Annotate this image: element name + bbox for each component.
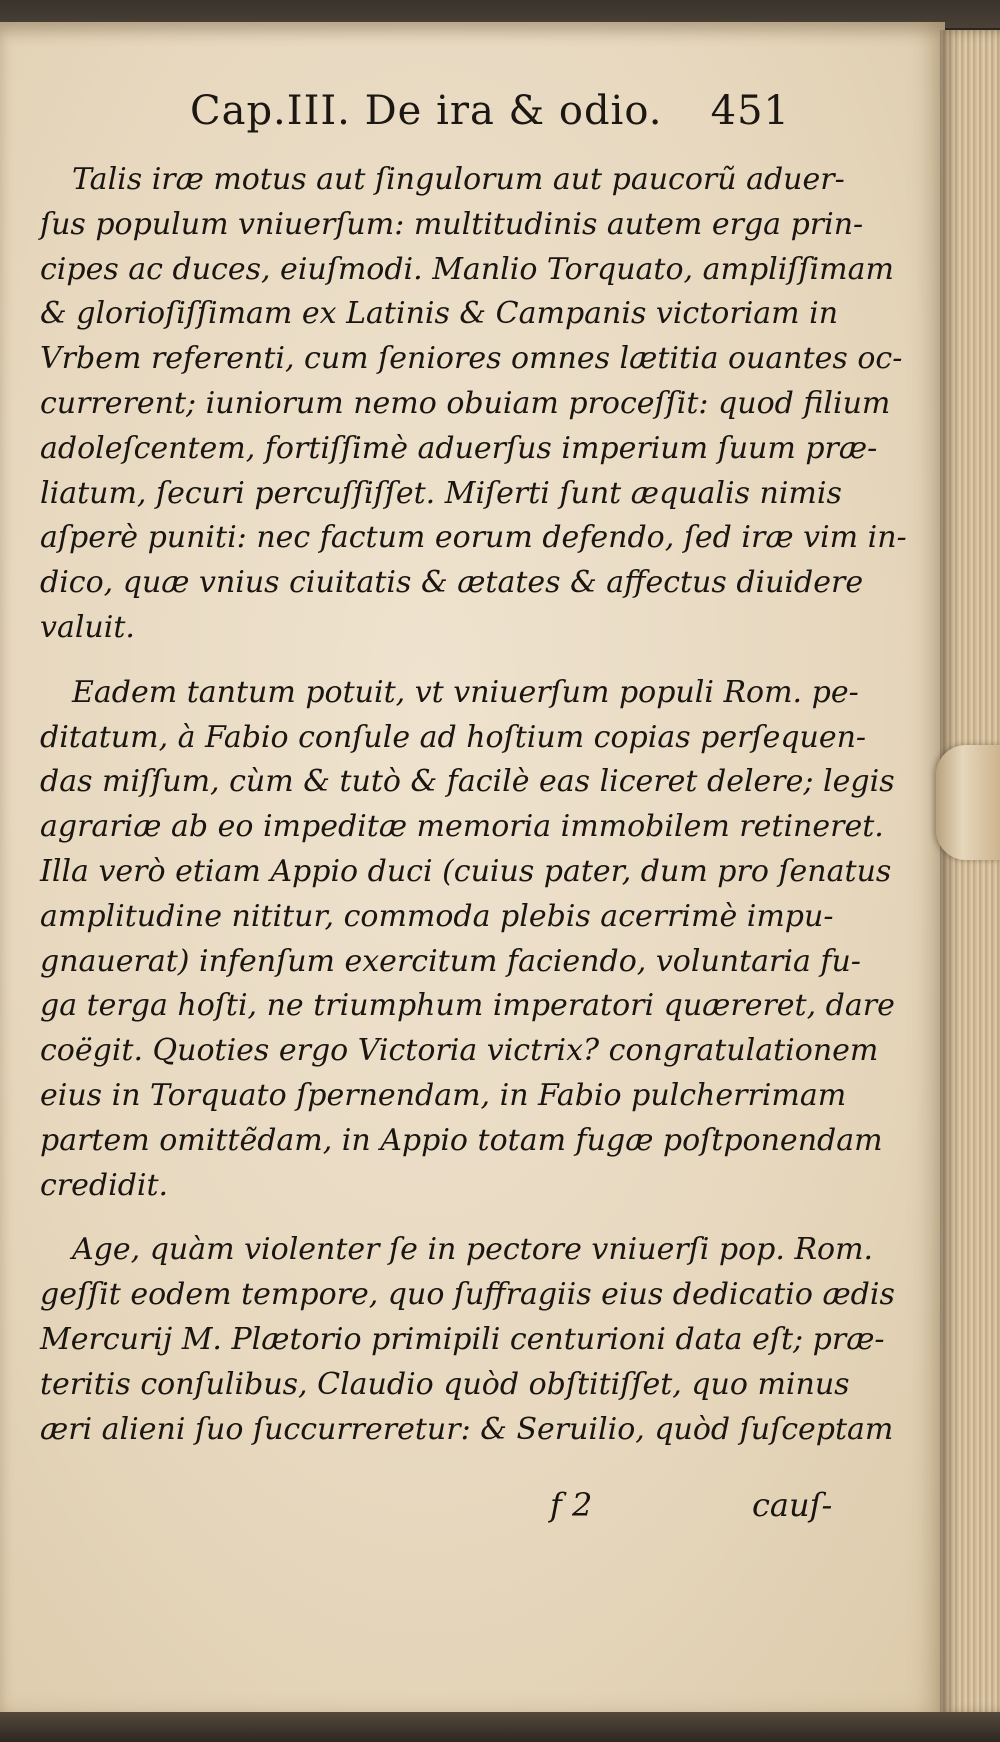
- text-line: aſperè puniti: nec factum eorum defendo, ſed iræ vim in-: [40, 520, 907, 556]
- text-line: æri alieni ſuo ſuccurreretur: & Seruilio, quòd ſuſceptam: [40, 1411, 894, 1447]
- text-line: partem omittẽdam, in Appio totam fugæ poſtponendam: [40, 1122, 883, 1158]
- text-line: ſus populum vniuerſum: multitudinis autem erga prin-: [40, 206, 864, 242]
- text-line: ga terga hoſti, ne triumphum imperatori quæreret, dare: [40, 988, 895, 1024]
- text-line: gnauerat) infenſum exercitum faciendo, voluntaria fu-: [40, 943, 861, 979]
- text-line: amplitudine nititur, commoda plebis acerrimè impu-: [40, 898, 834, 934]
- text-line: coëgit. Quoties ergo Victoria victrix? congratulationem: [40, 1033, 879, 1069]
- text-line: Talis iræ motus aut ſingulorum aut paucorũ aduer-: [72, 162, 845, 197]
- text-line: Eadem tantum potuit, vt vniuerſum populi Rom. pe-: [72, 674, 859, 710]
- text-line: ditatum, à Fabio conſule ad hoſtium copias perſequen-: [40, 719, 867, 755]
- page-edge-stack: [940, 30, 1000, 1715]
- signature-mark: f 2: [550, 1486, 593, 1524]
- text-line: Mercurij M. Plætorio primipili centurioni data eſt; præ-: [40, 1321, 885, 1357]
- text-line: agrariæ ab eo impeditæ memoria immobilem retineret.: [40, 809, 884, 845]
- main-text: [40, 158, 907, 1452]
- running-title: Cap.III. De ira & odio.: [190, 88, 663, 134]
- text-line: dico, quæ vnius ciuitatis & ætates & affectus diuidere: [40, 565, 864, 601]
- text-line: liatum, ſecuri percuſſiſſet. Miſerti ſunt æqualis nimis: [40, 475, 842, 511]
- text-line: credidit.: [40, 1167, 169, 1203]
- fore-edge-tab: [936, 745, 1000, 860]
- text-line: Illa verò etiam Appio duci (cuius pater, dum pro ſenatus: [40, 853, 892, 889]
- text-line: cipes ac duces, eiuſmodi. Manlio Torquato, ampliſſimam: [40, 251, 894, 287]
- running-header: [190, 88, 790, 148]
- text-line: currerent; iuniorum nemo obuiam proceſſit: quod filium: [40, 385, 891, 421]
- text-line: das miſſum, cùm & tutò & facilè eas liceret delere; legis: [40, 764, 895, 800]
- catchword: cauſ-: [752, 1486, 833, 1524]
- text-line: teritis conſulibus, Claudio quòd obſtitiſſet, quo minus: [40, 1366, 850, 1402]
- text-line: valuit.: [40, 609, 135, 645]
- text-line: Age, quàm violenter ſe in pectore vniuerſi pop. Rom.: [72, 1232, 874, 1268]
- scan-bottom-border: [0, 1712, 1000, 1742]
- text-line: geſſit eodem tempore, quo ſuffragiis eius dedicatio ædis: [40, 1277, 895, 1313]
- text-line: adoleſcentem, fortiſſimè aduerſus imperium ſuum præ-: [40, 430, 878, 466]
- text-line: & glorioſiſſimam ex Latinis & Campanis victoriam in: [40, 296, 839, 332]
- text-line: Vrbem referenti, cum ſeniores omnes lætitia ouantes oc-: [40, 341, 903, 377]
- text-line: eius in Torquato ſpernendam, in Fabio pulcherrimam: [40, 1077, 847, 1113]
- page-number: 451: [710, 88, 790, 134]
